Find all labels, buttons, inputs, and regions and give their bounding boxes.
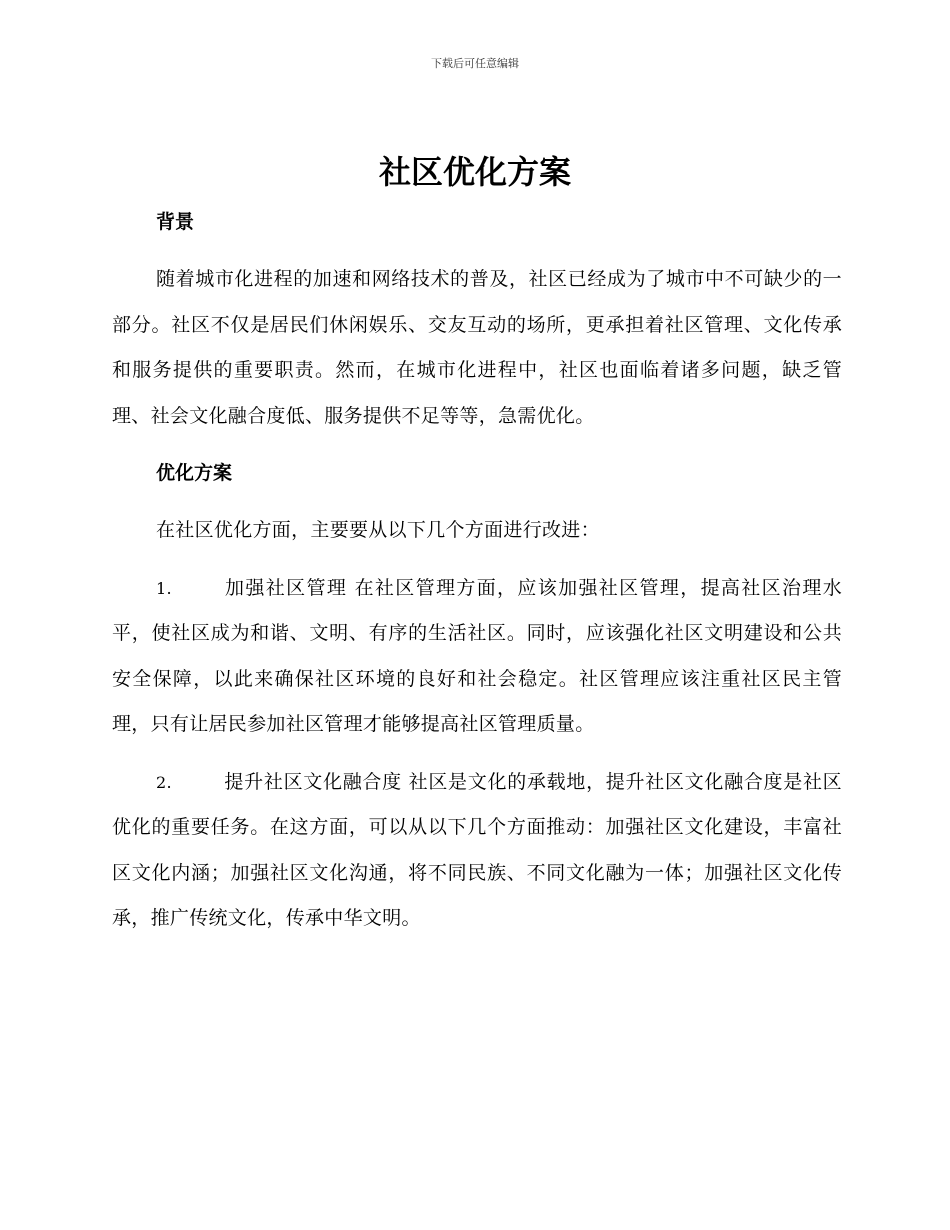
document-body: [112, 200, 842, 942]
section-heading-plan: 优化方案: [156, 462, 233, 484]
background-paragraph: 随着城市化进程的加速和网络技术的普及，社区已经成为了城市中不可缺少的一部分。社区不仅是居民们休闲娱乐、交友互动的场所，更承担着社区管理、文化传承和服务提供的重要职责。然而，在城市化进程中，社区也面临着诸多问题，缺乏管理、社会文化融合度低、服务提供不足等等，急需优化。: [112, 268, 842, 427]
list-item-number: 2.: [156, 772, 172, 792]
document-title: 社区优化方案: [378, 153, 571, 191]
list-item: [112, 566, 842, 748]
list-item-number: 1.: [156, 578, 172, 598]
list-item-text: 提升社区文化融合度 社区是文化的承载地，提升社区文化融合度是社区优化的重要任务。在这方面，可以从以下几个方面推动：加强社区文化建设，丰富社区文化内涵；加强社区文化沟通，将不同民族、不同文化融为一体；加强社区文化传承，推广传统文化，传承中华文明。: [112, 770, 842, 929]
header-note: 下载后可任意编辑: [431, 57, 519, 70]
section-heading-background: 背景: [156, 211, 195, 233]
list-item: [112, 760, 842, 942]
list-item-text: 加强社区管理 在社区管理方面，应该加强社区管理，提高社区治理水平，使社区成为和谐、文明、有序的生活社区。同时，应该强化社区文明建设和公共安全保障，以此来确保社区环境的良好和社会稳定。社区管理应该注重社区民主管理，只有让居民参加社区管理才能够提高社区管理质量。: [112, 576, 842, 735]
plan-intro-paragraph: 在社区优化方面，主要要从以下几个方面进行改进：: [156, 519, 600, 541]
